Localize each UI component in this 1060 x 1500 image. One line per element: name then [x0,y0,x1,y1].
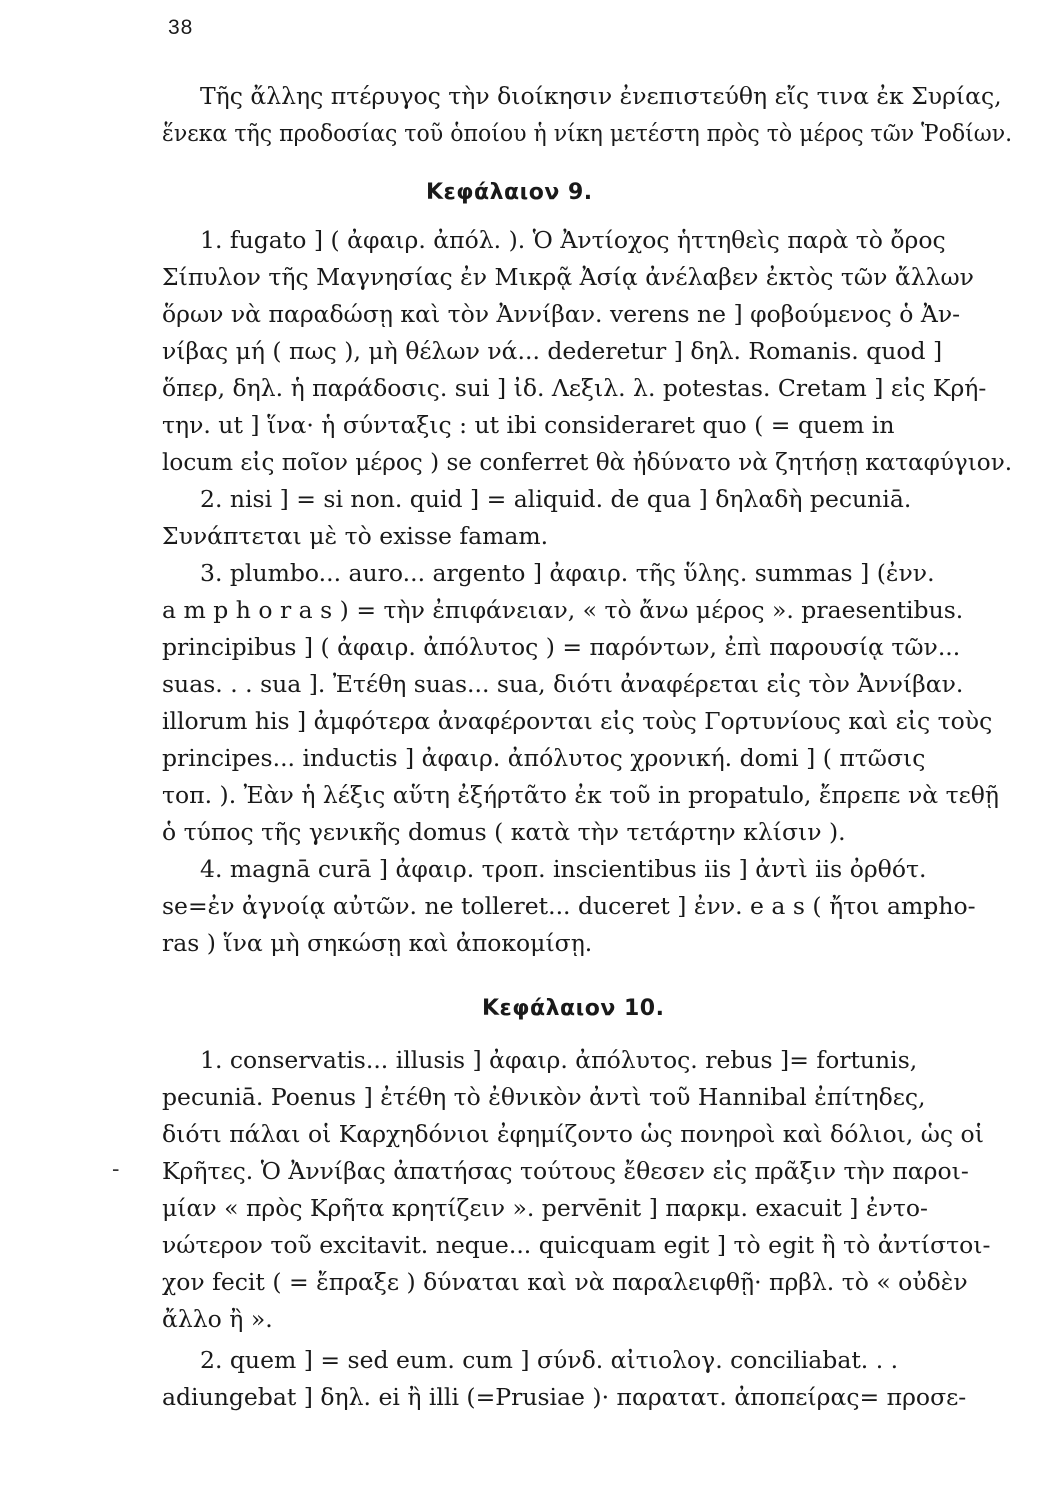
page-number: 38 [168,16,194,39]
text-line: adiungebat ] δηλ. ei ἢ illi (=Prusiae )· παρατατ. ἀποπείρας= προσε- [162,1383,967,1411]
text-line: illorum his ] ἀμφότερα ἀναφέρονται εἰς τοὺς Γορτυνίους καὶ εἰς τοὺς [162,707,993,735]
text-line: διότι πάλαι οἱ Καρχηδόνιοι ἐφημίζοντο ὡς πονηροὶ καὶ δόλιοι, ὡς οἱ [162,1120,984,1148]
chapter-heading: Κεφάλαιον 9. [426,180,593,205]
text-line: νώτερον τοῦ excitavit. neque... quicquam egit ] τὸ egit ἢ τὸ ἀντίστοι- [162,1231,991,1259]
text-line: Σίπυλον τῆς Μαγνησίας ἐν Μικρᾷ Ἀσίᾳ ἀνέλαβεν ἐκτὸς τῶν ἄλλων [162,263,974,291]
text-line: την. ut ] ἵνα· ἡ σύνταξις : ut ibi consideraret quo ( = quem in [162,411,895,439]
intro-line: Τῆς ἄλλης πτέρυγος τὴν διοίκησιν ἐνεπιστεύθη εἴς τινα ἐκ Συρίας, [200,82,1002,110]
text-line: principibus ] ( ἀφαιρ. ἀπόλυτος ) = παρόντων, ἐπὶ παρουσίᾳ τῶν... [162,633,961,661]
text-line: 2. nisi ] = si non. quid ] = aliquid. de qua ] δηλαδὴ pecuniā. [200,485,912,513]
text-line: ἄλλο ἢ ». [162,1305,273,1333]
chapter-heading: Κεφάλαιον 10. [482,996,665,1021]
text-line: locum εἰς ποῖον μέρος ) se conferret θὰ ἠδύνατο νὰ ζητήσῃ καταφύγιον. [162,448,1013,476]
text-line: νίβας μή ( πως ), μὴ θέλων νά... dederetur ] δηλ. Romanis. quod ] [162,337,943,365]
text-line: 2. quem ] = sed eum. cum ] σύνδ. αἰτιολογ. conciliabat. . . [200,1346,899,1374]
margin-mark: - [112,1157,120,1182]
text-line: pecuniā. Poenus ] ἐτέθη τὸ ἐθνικὸν ἀντὶ τοῦ Hannibal ἐπίτηδες, [162,1083,926,1111]
text-line: a m p h o r a s ) = τὴν ἐπιφάνειαν, « τὸ ἄνω μέρος ». praesentibus. [162,596,964,624]
text-line: 1. conservatis... illusis ] ἀφαιρ. ἀπόλυτος. rebus ]= fortunis, [200,1046,918,1074]
text-line: Κρῆτες. Ὁ Ἀννίβας ἀπατήσας τούτους ἔθεσεν εἰς πρᾶξιν τὴν παροι- [162,1157,969,1185]
intro-line: ἕνεκα τῆς προδοσίας τοῦ ὁποίου ἡ νίκη μετέστη πρὸς τὸ μέρος τῶν Ῥοδίων. [162,119,1013,147]
text-line: 1. fugato ] ( ἀφαιρ. ἀπόλ. ). Ὁ Ἀντίοχος ἡττηθεὶς παρὰ τὸ ὄρος [200,226,946,254]
text-line: Συνάπτεται μὲ τὸ exisse famam. [162,522,549,550]
text-line: principes... inductis ] ἀφαιρ. ἀπόλυτος χρονική. domi ] ( πτῶσις [162,744,926,772]
text-line: χον fecit ( = ἔπραξε ) δύναται καὶ νὰ παραλειφθῇ· πρβλ. τὸ « οὐδὲν [162,1268,968,1296]
text-line: ὅρων νὰ παραδώσῃ καὶ τὸν Ἀννίβαν. verens ne ] φοβούμενος ὁ Ἀν- [162,300,961,328]
text-line: τοπ. ). Ἐὰν ἡ λέξις αὕτη ἐξήρτᾶτο ἐκ τοῦ in propatulo, ἔπρεπε νὰ τεθῇ [162,781,999,809]
text-line: ras ) ἵνα μὴ σηκώσῃ καὶ ἀποκομίσῃ. [162,929,593,957]
text-line: 3. plumbo... auro... argento ] ἀφαιρ. τῆς ὕλης. summas ] (ἐνν. [200,559,935,587]
text-line: se=ἐν ἀγνοίᾳ αὐτῶν. ne tolleret... duceret ] ἐνν. e a s ( ἤτοι ampho- [162,892,976,920]
text-line: μίαν « πρὸς Κρῆτα κρητίζειν ». pervēnit ] παρκμ. exacuit ] ἐντο- [162,1194,928,1222]
text-line: suas. . . sua ]. Ἐτέθη suas... sua, διότι ἀναφέρεται εἰς τὸν Ἀννίβαν. [162,670,964,698]
text-line: ὅπερ, δηλ. ἡ παράδοσις. sui ] ἰδ. Λεξιλ. λ. potestas. Cretam ] εἰς Κρή- [162,374,987,402]
text-line: ὁ τύπος τῆς γενικῆς domus ( κατὰ τὴν τετάρτην κλίσιν ). [162,818,846,846]
text-line: 4. magnā curā ] ἀφαιρ. τροπ. inscientibus iis ] ἀντὶ iis ὀρθότ. [200,855,927,883]
